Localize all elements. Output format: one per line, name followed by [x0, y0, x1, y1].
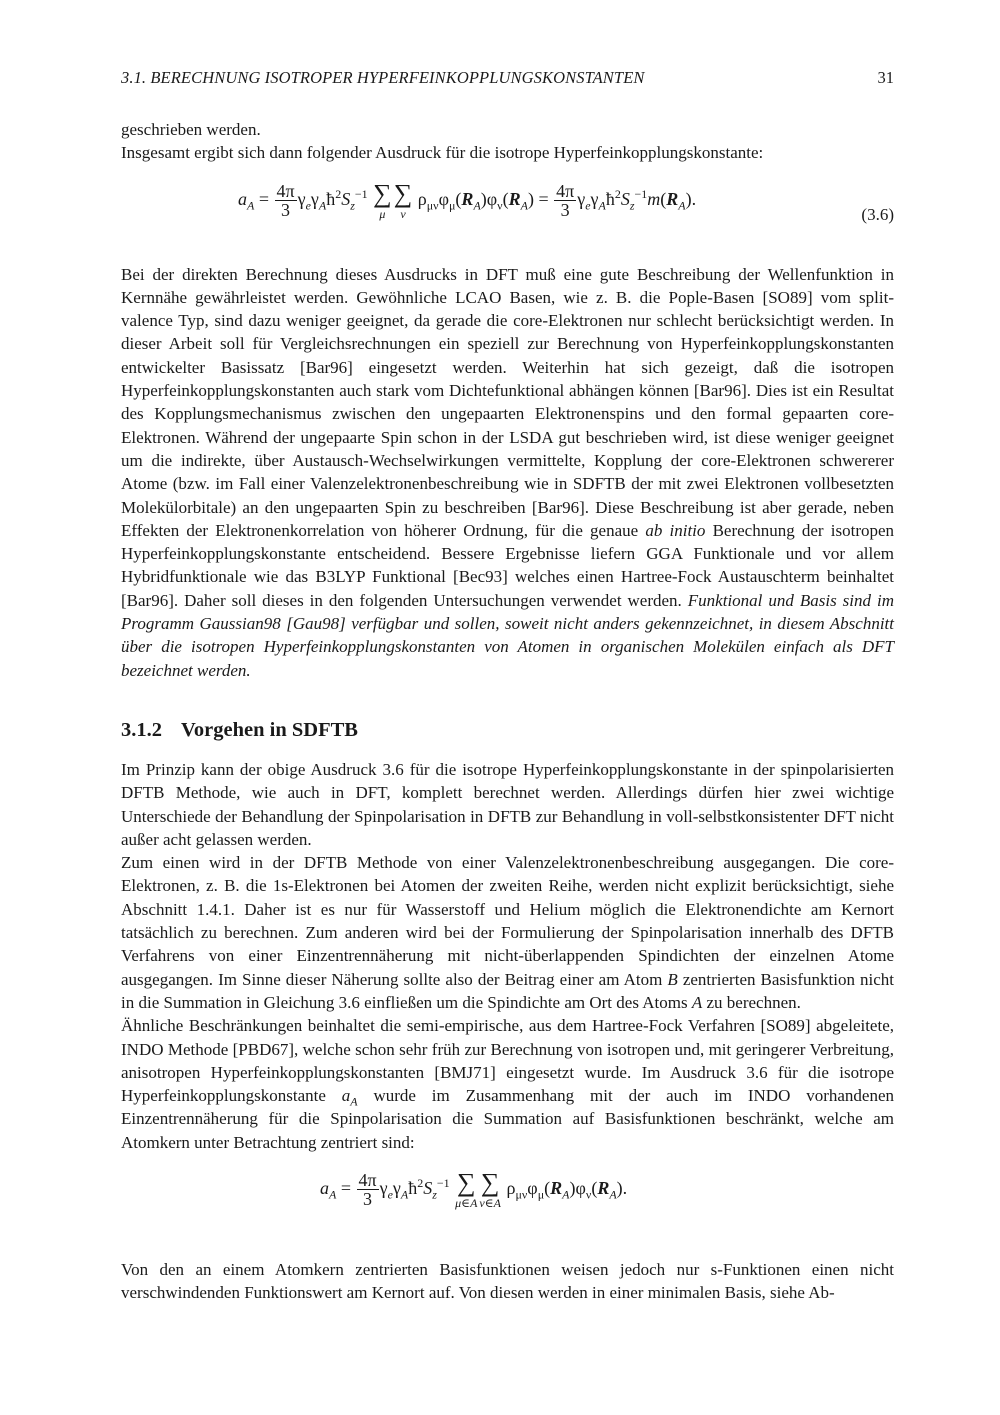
equation-number: (3.6)	[861, 204, 894, 224]
equation-3-6-formula: $a_A$ = $\frac{4\pi}{3}$ $\gamma_e\gamma_Aħ^2S_z^{-1}$ ∑ μ ∑ ν $\rho_{\mu\nu}\varphi_\mu(R_A)\varphi_\nu(R_A)$ = $\frac{4\pi}{3}$ $\gamma_e\gamma_Aħ^2S_z^{-1}m(R_A)$.	[238, 178, 697, 221]
section-title: Vorgehen in SDFTB	[181, 718, 358, 741]
equation-restricted-formula: $a_A$ = $\frac{4\pi}{3}$ $\gamma_e\gamma_Aħ^2S_z^{-1}$ ∑ μ∈A ∑ ν∈A $\rho_{\mu\nu}\varphi_\mu(R_A)\varphi_\nu(R_A)$.	[320, 1167, 628, 1210]
running-header	[121, 66, 894, 90]
section-heading	[121, 716, 894, 744]
paragraph-dft-basis: Bei der direkten Berechnung dieses Ausdrucks in DFT muß eine gute Beschreibung der Wellenfunktion in Kernnähe gewährleistet werden. Gewöhnliche LCAO Basen, wie z. B. die Pople-Basen [SO89] vom split-valence Typ, sind dazu weniger geeignet, da gerade die core-Elektronen nur schlecht berücksichtigt werden. In dieser Arbeit soll für Vergleichsrechnungen ein speziell zur Berechnung von Hyperfeinkopplungskonstanten entwickelter Basissatz [Bar96] eingesetzt werden. Weiterhin hat sich gezeigt, daß die isotropen Hyperfeinkopplungskonstanten auch stark vom Dichtefunktional abhängen können [Bar96]. Dies ist ein Resultat des Kopplungsmechanismus zwischen den ungepaarten Elektronenspins und den formal gepaarten core-Elektronen. Während der ungepaarte Spin schon in der LSDA gut beschrieben wird, ist diese weniger geeignet um die indirekte, über Austausch-Wechselwirkungen vermittelte, Kopplung der core-Elektronen schwererer Atome (bzw. im Fall einer Valenzelektronenbeschreibung wie in SDFTB der mit zwei Elektronen vollbesetzten Molekülorbitale) an den ungepaarten Spin zu beschreiben [Bar96]. Diese Beschreibung ist aber gerade, neben Effekten der Elektronenkorrelation von höherer Ordnung, für die genaue ab initio Berechnung der isotropen Hyperfeinkopplungskonstante entscheidend. Bessere Ergebnisse liefern GGA Funktionale und vor allem Hybridfunktionale wie das B3LYP Funktional [Bec93] welches einen Hartree-Fock Austauschterm beinhaltet [Bar96]. Daher soll dieses in den folgenden Untersuchungen verwendet werden. Funktional und Basis sind im Programm Gaussian98 [Gau98] verfügbar und sollen, soweit nicht anders gekennzeichnet, in diesem Abschnitt über die isotropen Hyperfeinkopplungskonstanten von Atomen in organischen Molekülen einfach als DFT bezeichnet werden.	[121, 264, 895, 680]
section-number: 3.1.2	[121, 718, 162, 741]
intro-line-2: Insgesamt ergibt sich dann folgender Ausdruck für die isotrope Hyperfeinkopplungskonstante:	[121, 143, 764, 163]
running-title: 3.1. BERECHNUNG ISOTROPER HYPERFEINKOPPLUNGSKONSTANTEN	[121, 68, 645, 87]
paragraph-s-functions: Von den an einem Atomkern zentrierten Basisfunktionen weisen jedoch nur s-Funktionen einen nicht verschwindenden Funktionswert am Kernort auf. Von diesen werden in einer minimalen Basis, siehe Ab-	[121, 1259, 894, 1303]
paragraph-indo: Ähnliche Beschränkungen beinhaltet die semi-empirische, aus dem Hartree-Fock Verfahren [SO89] abgeleitete, INDO Methode [PBD67], welche schon sehr früh zur Berechnung von isotropen und, mit geringerer Verbreitung, anisotropen Hyperfeinkopplungskonstanten [BMJ71] eingesetzt wurde. Im Ausdruck 3.6 für die isotrope Hyperfeinkopplungskonstante $a_A$ wurde im Zusammenhang mit der auch im INDO vorhandenen Einzentrennäherung für die Spinpolarisation die Summation auf Basisfunktionen beschränkt, welche am Atomkern unter Betrachtung zentriert sind:	[121, 1016, 895, 1152]
equation-restricted-sum	[121, 1167, 894, 1242]
equation-3-6	[121, 178, 894, 247]
paragraph-principle: Im Prinzip kann der obige Ausdruck 3.6 für die isotrope Hyperfeinkopplungskonstante in der spinpolarisierten DFTB Methode, wie auch in DFT, komplett berechnet werden. Allerdings dürfen hier zwei wichtige Unterschiede der Behandlung der Spinpolarisation in DFTB zur Behandlung in voll-selbstkonsistenter DFT nicht außer acht gelassen werden.	[121, 759, 894, 849]
intro-line-1: geschrieben werden.	[121, 120, 261, 139]
paragraph-valence: Zum einen wird in der DFTB Methode von einer Valenzelektronenbeschreibung ausgegangen. Die core-Elektronen, z. B. die 1s-Elektronen bei Atomen der zweiten Reihe, werden nicht explizit berücksichtigt, siehe Abschnitt 1.4.1. Daher ist es nur für Wasserstoff und Helium möglich die Elektronendichte am Kernort tatsächlich zu berechnen. Zum anderen wird bei der Formulierung der Spinpolarisation innerhalb des DFTB Verfahrens von einer Einzentrennäherung mit nicht-überlappenden Spindichten der einzelnen Atome ausgegangen. Im Sinne dieser Näherung sollte also der Beitrag einer am Atom B zentrierten Basisfunktion nicht in die Summation in Gleichung 3.6 einfließen um die Spindichte am Ort des Atoms A zu berechnen.	[121, 853, 895, 1012]
page-number: 31	[877, 68, 894, 87]
body-text	[121, 118, 894, 1305]
